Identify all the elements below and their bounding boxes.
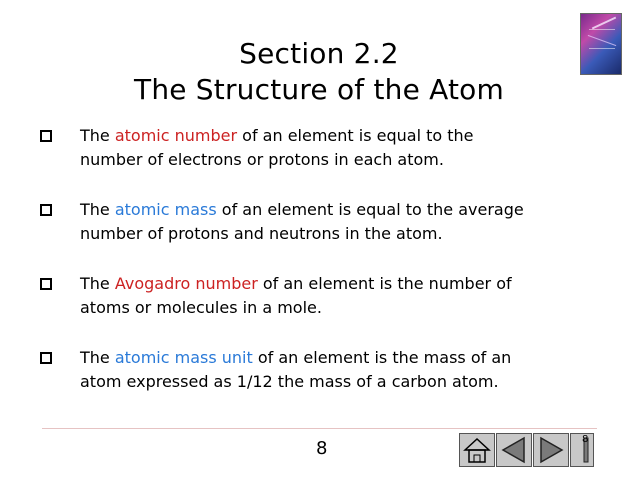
bullet-text: The — [80, 200, 115, 219]
bullet-atomic-mass-unit — [36, 346, 596, 394]
triangle-left-icon — [497, 434, 531, 466]
previous-slide-button[interactable] — [496, 433, 532, 467]
home-button[interactable] — [459, 433, 495, 467]
bullet-text: of an element is the mass of an — [252, 348, 512, 367]
footer-divider — [42, 428, 597, 429]
bullet-text: of an element is equal to the — [237, 126, 474, 145]
page-number: 8 — [316, 438, 328, 459]
nav-corner-label: 8 — [582, 434, 589, 445]
book-cover-thumbnail — [580, 13, 622, 75]
bullet-text: The — [80, 348, 115, 367]
bullet-list — [36, 124, 596, 420]
bullet-atomic-mass — [36, 198, 596, 246]
home-icon — [460, 434, 494, 466]
bullet-text: The — [80, 126, 115, 145]
bullet-text: number of protons and neutrons in the atom. — [80, 224, 443, 243]
keyword-atomic-mass: atomic mass — [114, 200, 217, 219]
bullet-text: The — [80, 274, 115, 293]
page-title — [0, 36, 638, 108]
keyword-atomic-number: atomic number — [114, 126, 238, 145]
bullet-box-icon — [40, 130, 52, 142]
bullet-avogadro-number — [36, 272, 596, 320]
title-line-1: Section 2.2 — [239, 37, 399, 70]
bullet-text: atom expressed as 1/12 the mass of a carbon atom. — [80, 372, 499, 391]
bullet-text: of an element is the number of — [257, 274, 512, 293]
title-line-2: The Structure of the Atom — [134, 73, 504, 106]
triangle-right-icon — [534, 434, 568, 466]
keyword-atomic-mass-unit: atomic mass unit — [114, 348, 253, 367]
bullet-text: number of electrons or protons in each atom. — [80, 150, 444, 169]
keyword-avogadro-number: Avogadro number — [114, 274, 258, 293]
bullet-text: atoms or molecules in a mole. — [80, 298, 322, 317]
bullet-box-icon — [40, 278, 52, 290]
bullet-text: of an element is equal to the average — [216, 200, 524, 219]
bullet-box-icon — [40, 352, 52, 364]
bullet-box-icon — [40, 204, 52, 216]
next-slide-button[interactable] — [533, 433, 569, 467]
bullet-atomic-number — [36, 124, 596, 172]
